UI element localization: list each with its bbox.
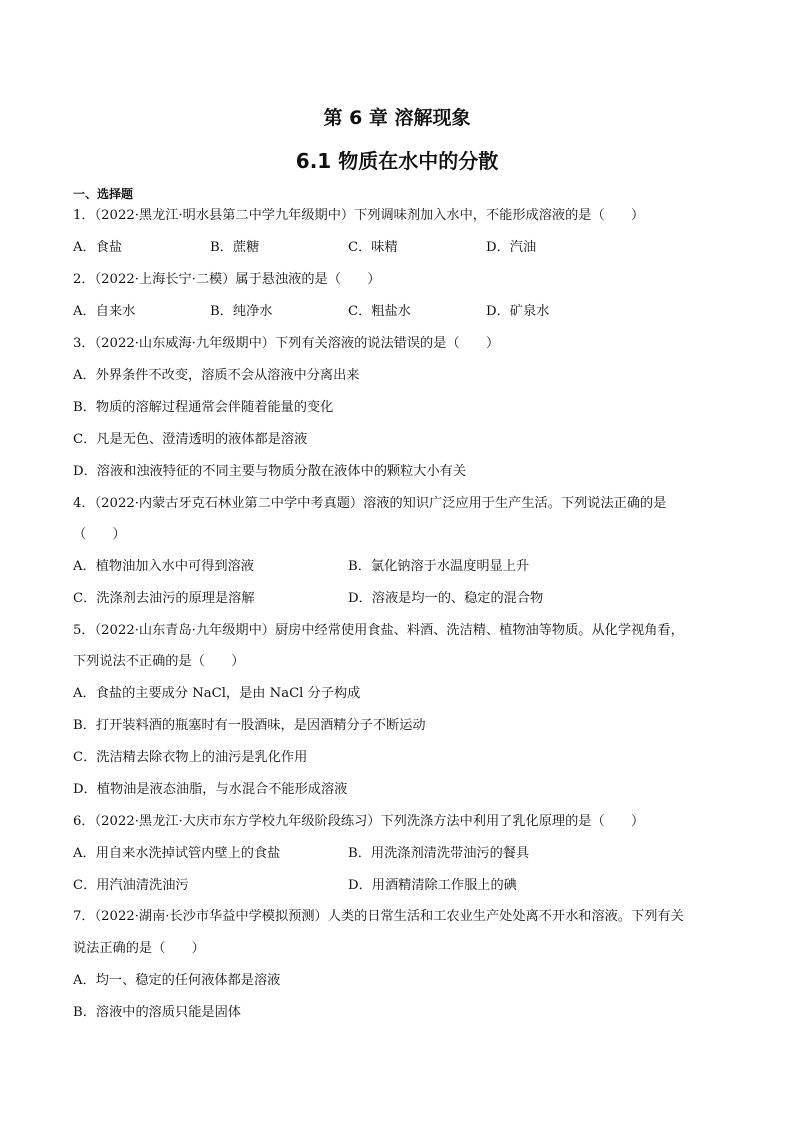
question-3-option-c: C．凡是无色、澄清透明的液体都是溶液 (73, 432, 308, 447)
question-5-option-c: C．洗洁精去除衣物上的油污是乳化作用 (73, 750, 308, 765)
question-1-option-a: A．食盐 (73, 240, 123, 255)
question-2-option-d: D．矿泉水 (486, 304, 550, 319)
question-5-option-b: B．打开装料酒的瓶塞时有一股酒味，是因酒精分子不断运动 (73, 718, 426, 733)
question-7-option-b: B．溶液中的溶质只能是固体 (73, 1005, 241, 1020)
question-6-option-a: A．用自来水洗掉试管内壁上的食盐 (73, 846, 281, 861)
question-5-option-d: D．植物油是液态油脂，与水混合不能形成溶液 (73, 782, 348, 797)
question-4-option-b: B．氯化钠溶于水温度明显上升 (348, 559, 530, 574)
question-5-stem-cont: 下列说法不正确的是（ ） (73, 654, 245, 669)
question-3-option-b: B．物质的溶解过程通常会伴随着能量的变化 (73, 400, 334, 415)
question-3-option-a: A．外界条件不改变，溶质不会从溶液中分离出来 (73, 368, 360, 383)
question-5-stem: 5．（2022·山东青岛·九年级期中）厨房中经常使用食盐、料酒、洗洁精、植物油等物质。从化学视角看， (73, 623, 684, 638)
chapter-title: 第 6 章 溶解现象 (323, 107, 471, 129)
question-4-option-a: A．植物油加入水中可得到溶液 (73, 559, 254, 574)
section-title: 6.1 物质在水中的分散 (295, 149, 499, 173)
question-2-stem: 2．（2022·上海长宁·二模）属于悬浊液的是（ ） (73, 272, 381, 287)
question-5-option-a: A．食盐的主要成分 NaCl，是由 NaCl 分子构成 (73, 686, 361, 701)
question-1-option-d: D．汽油 (486, 240, 537, 255)
question-1-stem: 1．（2022·黑龙江·明水县第二中学九年级期中）下列调味剂加入水中，不能形成溶液的是（ ） (73, 208, 645, 223)
question-3-stem: 3．（2022·山东威海·九年级期中）下列有关溶液的说法错误的是（ ） (73, 336, 500, 351)
question-1-option-b: B．蔗糖 (210, 240, 260, 255)
question-2-option-a: A．自来水 (73, 304, 136, 319)
question-7-stem-cont: 说法正确的是（ ） (73, 941, 205, 956)
question-1-option-c: C．味精 (348, 240, 398, 255)
part-heading: 一、选择题 (73, 187, 134, 201)
question-4-stem: 4．（2022·内蒙古牙克石林业第二中学中考真题）溶液的知识广泛应用于生产生活。下列说法正确的是 (73, 496, 667, 511)
question-4-option-d: D．溶液是均一的、稳定的混合物 (348, 591, 544, 606)
question-4-stem-cont: （ ） (73, 527, 126, 542)
question-3-option-d: D．溶液和浊液特征的不同主要与物质分散在液体中的颗粒大小有关 (73, 464, 467, 479)
question-7-stem: 7．（2022·湖南·长沙市华益中学模拟预测）人类的日常生活和工农业生产处处离不开水和溶液。下列有关 (73, 909, 684, 924)
question-2-option-c: C．粗盐水 (348, 304, 411, 319)
question-6-option-b: B．用洗涤剂清洗带油污的餐具 (348, 846, 530, 861)
question-2-option-b: B．纯净水 (210, 304, 273, 319)
question-6-option-c: C．用汽油清洗油污 (73, 878, 189, 893)
question-6-option-d: D．用酒精清除工作服上的碘 (348, 878, 517, 893)
question-7-option-a: A．均一、稳定的任何液体都是溶液 (73, 973, 281, 988)
question-4-option-c: C．洗涤剂去油污的原理是溶解 (73, 591, 255, 606)
question-6-stem: 6．（2022·黑龙江·大庆市东方学校九年级阶段练习）下列洗涤方法中利用了乳化原理的是（ ） (73, 814, 645, 829)
